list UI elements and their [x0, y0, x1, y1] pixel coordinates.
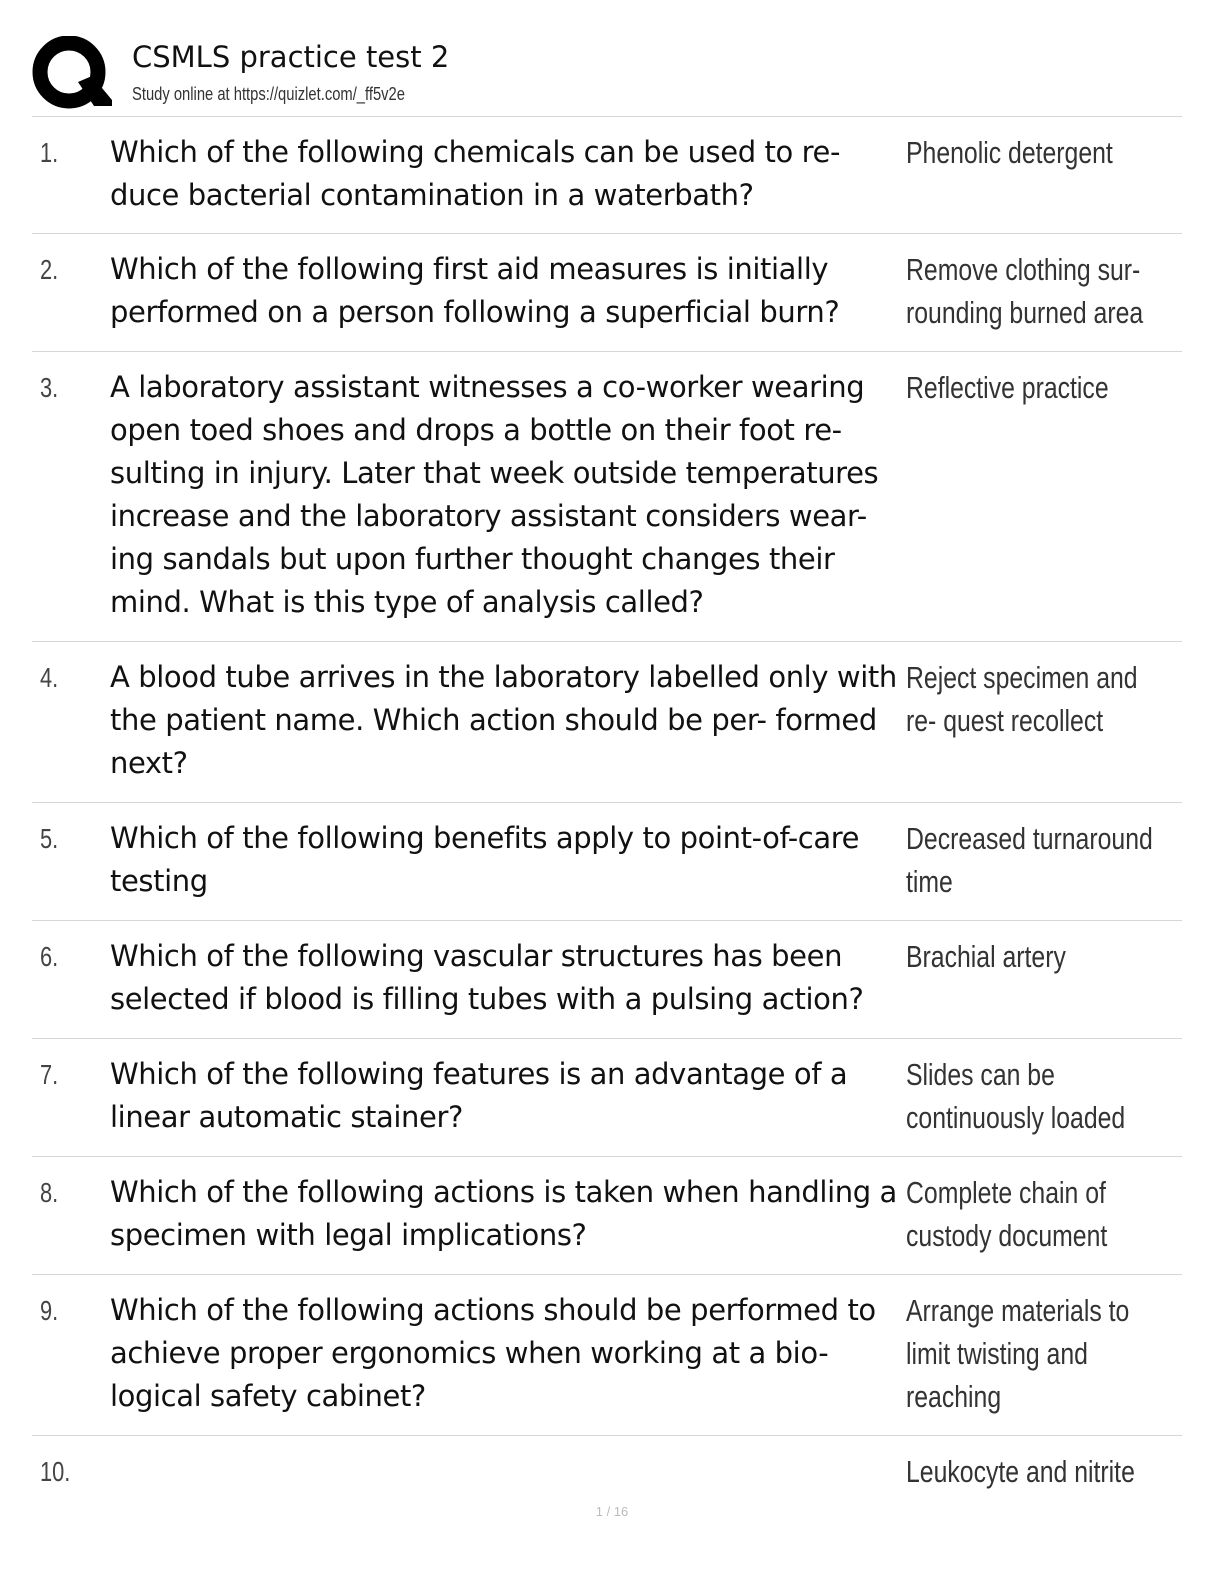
question-text: Which of the following features is an advantage of a linear automatic stainer? — [110, 1057, 848, 1134]
item-number: 1. — [40, 137, 59, 168]
list-item — [32, 1274, 1182, 1435]
answer-text: Decreased turnaround time — [906, 821, 1153, 899]
answer-text: Reflective practice — [906, 370, 1109, 405]
answer-text: Leukocyte and nitrite — [906, 1454, 1135, 1489]
page-title: CSMLS practice test 2 — [132, 40, 450, 74]
quizlet-logo-icon — [32, 36, 112, 116]
list-item — [32, 1156, 1182, 1274]
answer-text: Arrange materials to limit twisting and reaching — [906, 1293, 1130, 1414]
list-item — [32, 802, 1182, 920]
list-item — [32, 641, 1182, 802]
question-text: Which of the following actions is taken when handling a specimen with legal implications? — [110, 1175, 897, 1252]
answer-text: Reject specimen and re- quest recollect — [906, 660, 1138, 738]
item-number: 2. — [40, 254, 59, 285]
question-text: A blood tube arrives in the laboratory labelled only with the patient name. Which action should be per- formed next? — [110, 660, 897, 780]
question-list — [32, 116, 1182, 1506]
page-header — [32, 36, 1182, 116]
item-number: 10. — [40, 1456, 71, 1487]
answer-text: Brachial artery — [906, 939, 1066, 974]
question-text: Which of the following first aid measures is initially performed on a person following a superficial burn? — [110, 252, 840, 329]
item-number: 3. — [40, 372, 59, 403]
item-number: 5. — [40, 823, 59, 854]
item-number: 9. — [40, 1295, 59, 1326]
item-number: 8. — [40, 1177, 59, 1208]
question-text: A laboratory assistant witnesses a co-worker wearing open toed shoes and drops a bottle on their foot re- sulting in injury. Later that week outside temperatures increase and the laboratory assistant considers wear- ing sandals but upon further thought changes their mind. What is this type of analysis called? — [110, 370, 879, 619]
item-number: 7. — [40, 1059, 59, 1090]
list-item — [32, 920, 1182, 1038]
list-item — [32, 116, 1182, 233]
list-item — [32, 351, 1182, 641]
list-item — [32, 233, 1182, 351]
answer-text: Complete chain of custody document — [906, 1175, 1108, 1253]
question-text: Which of the following actions should be performed to achieve proper ergonomics when working at a bio- logical safety cabinet? — [110, 1293, 876, 1413]
item-number: 6. — [40, 941, 59, 972]
item-number: 4. — [40, 662, 59, 693]
list-item — [32, 1038, 1182, 1156]
answer-text: Phenolic detergent — [906, 135, 1113, 170]
answer-text: Remove clothing sur- rounding burned area — [906, 252, 1144, 330]
question-text: Which of the following benefits apply to point-of-care testing — [110, 821, 860, 898]
page-number: 1 / 16 — [595, 1504, 629, 1519]
list-item — [32, 1435, 1182, 1506]
question-text: Which of the following chemicals can be used to re- duce bacterial contamination in a waterbath? — [110, 135, 841, 212]
question-text: Which of the following vascular structures has been selected if blood is filling tubes with a pulsing action? — [110, 939, 864, 1016]
study-online-link[interactable]: Study online at https://quizlet.com/_ff5v2e — [132, 84, 405, 104]
answer-text: Slides can be continuously loaded — [906, 1057, 1126, 1135]
